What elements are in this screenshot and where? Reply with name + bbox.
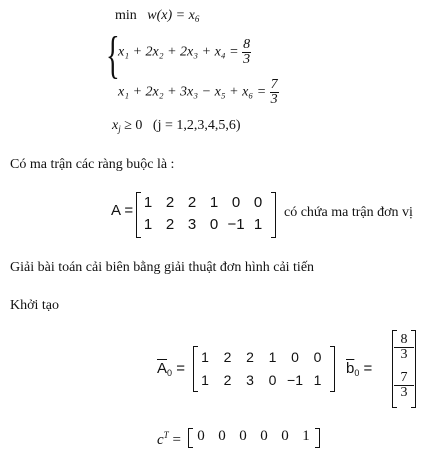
matrix-a-cell: 1: [209, 194, 219, 211]
objective-function: w(x) = x: [147, 8, 195, 23]
constraint-2: [118, 78, 279, 107]
vector-c-entry: 1: [302, 428, 310, 444]
matrix-a-cell: 2: [187, 194, 197, 211]
vector-b0: [392, 330, 416, 408]
constraint-1-lhs: x₁ + 2x₂ + 2x₃ + x₄ =: [118, 44, 239, 60]
min-keyword: min: [115, 8, 137, 23]
matrix-a-cell: 2: [165, 194, 175, 211]
vector-c-entry: 0: [260, 428, 268, 444]
matrix-a-cell: 0: [209, 216, 219, 233]
matrix-a0-cell: −1: [287, 372, 303, 388]
text-line-1: Có ma trận các ràng buộc là :: [10, 157, 175, 172]
matrix-a0-cell: 0: [313, 349, 322, 365]
matrix-a0-cell: 1: [268, 349, 277, 365]
matrix-a: [136, 192, 276, 238]
matrix-a0-cell: 0: [268, 372, 277, 388]
nonneg-var: x: [112, 118, 119, 133]
text-line-3: Khởi tạo: [10, 298, 60, 313]
matrix-a0-label: $\overline{A}_0$ =: [157, 360, 185, 378]
nonneg-constraint: [112, 118, 241, 134]
matrix-a-cell: 1: [143, 194, 153, 211]
matrix-a0-cell: 1: [201, 349, 209, 365]
matrix-a-cell: 1: [253, 216, 263, 233]
constraint-brace: {: [106, 27, 120, 84]
constraint-2-lhs: x₁ + 2x₂ + 3x₃ − x₅ + x₆ =: [118, 84, 267, 100]
vector-c-entry: 0: [281, 428, 289, 444]
matrix-a0-cell: 1: [201, 372, 209, 388]
matrix-a-cell: 3: [187, 216, 197, 233]
matrix-a-cell: −1: [227, 216, 245, 233]
matrix-a0-cell: 3: [246, 372, 254, 388]
nonneg-range: (j = 1,2,3,4,5,6): [152, 118, 241, 133]
vector-b0-entry: $\frac{7}{3}$: [394, 371, 414, 400]
constraint-2-rhs: $\frac{7}{3}$: [270, 77, 278, 107]
matrix-a0-cell: 2: [223, 349, 232, 365]
vector-c-label: $c^T$ =: [157, 430, 181, 448]
constraint-1-rhs: $\frac{8}{3}$: [243, 37, 251, 67]
vector-c-entry: 0: [218, 428, 226, 444]
matrix-a0-cell: 0: [291, 349, 299, 365]
vector-c-entry: 0: [239, 428, 247, 444]
nonneg-rel: ≥ 0: [124, 118, 143, 133]
constraint-1: [118, 38, 251, 67]
matrix-a-cell: 0: [253, 194, 263, 211]
matrix-a-cell: 2: [165, 216, 175, 233]
matrix-a-cell: 1: [143, 216, 153, 233]
matrix-a0-cell: 2: [223, 372, 232, 388]
vector-c: [188, 428, 320, 448]
vector-b0-label: $\overline{b}_0$ =: [346, 360, 373, 378]
nonneg-sub: j: [118, 124, 121, 134]
matrix-a-cell: 0: [231, 194, 241, 211]
objective-sub: 6: [194, 14, 200, 24]
vector-b0-entry: $\frac{8}{3}$: [394, 333, 414, 362]
matrix-a-label: A =: [111, 202, 134, 219]
vector-c-entry: 0: [197, 428, 205, 444]
text-line-2: Giải bài toán cải biên bằng giải thuật đơn hình cải tiến: [10, 260, 315, 275]
matrix-a0: [193, 346, 335, 392]
matrix-a-note: có chứa ma trận đơn vị: [284, 205, 413, 220]
matrix-a0-cell: 2: [246, 349, 254, 365]
matrix-a0-cell: 1: [313, 372, 322, 388]
objective-line: [115, 8, 199, 24]
